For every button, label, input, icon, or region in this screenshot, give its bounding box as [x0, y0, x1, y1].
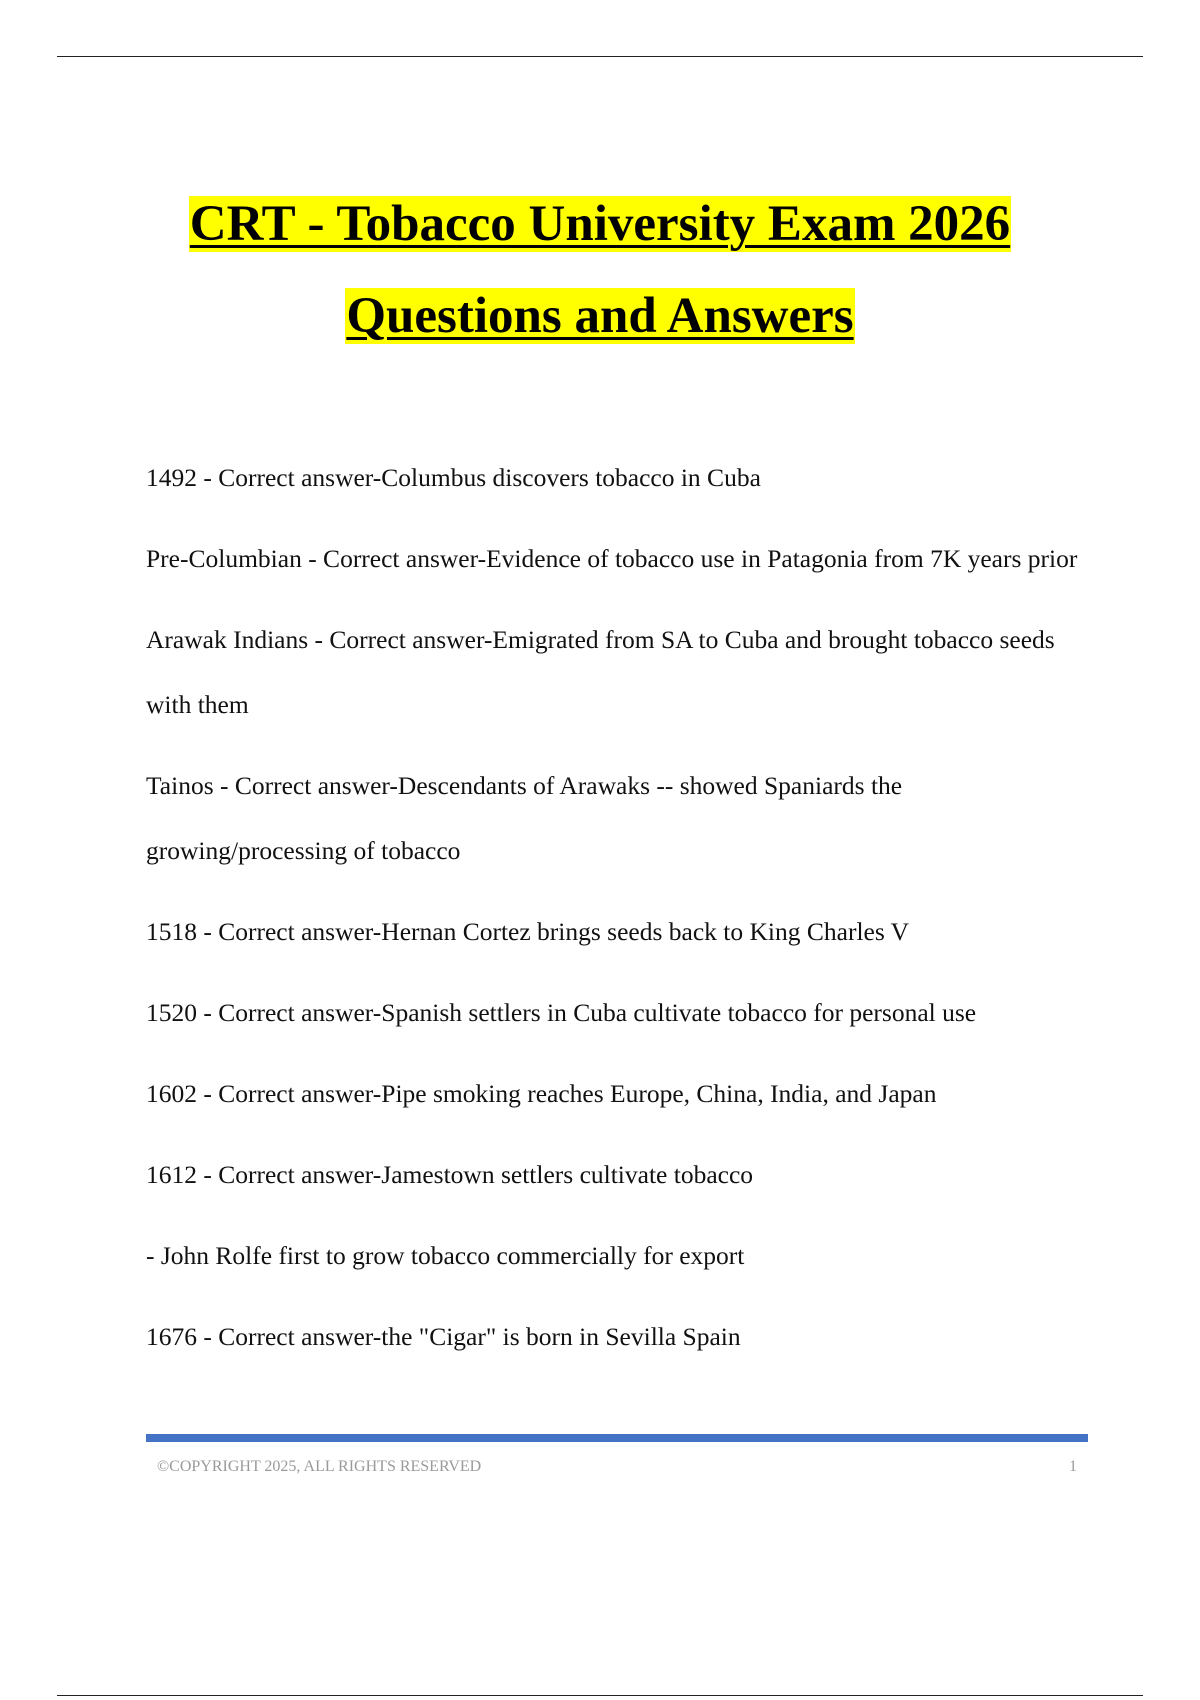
qa-entry: 1676 - Correct answer-the "Cigar" is born in Sevilla Spain [146, 1322, 741, 1351]
qa-entry: 1612 - Correct answer-Jamestown settlers cultivate tobacco [146, 1160, 754, 1189]
title-line-1 [0, 178, 1200, 270]
page-number: 1 [1069, 1458, 1077, 1475]
qa-entry: 1520 - Correct answer-Spanish settlers in Cuba cultivate tobacco for personal use [146, 998, 977, 1027]
qa-entry: - John Rolfe first to grow tobacco commercially for export [146, 1241, 745, 1270]
footer-bar [146, 1434, 1088, 1442]
qa-entry: 1492 - Correct answer-Columbus discovers tobacco in Cuba [146, 463, 761, 492]
document-title [0, 178, 1200, 362]
top-divider [57, 56, 1143, 57]
title-line-2 [0, 270, 1200, 362]
qa-entry: 1602 - Correct answer-Pipe smoking reaches Europe, China, India, and Japan [146, 1079, 937, 1108]
qa-entry: 1518 - Correct answer-Hernan Cortez brings seeds back to King Charles V [146, 917, 910, 946]
qa-entry: Tainos - Correct answer-Descendants of Arawaks -- showed Spaniards the growing/processing of tobacco [146, 771, 903, 865]
qa-entry: Pre-Columbian - Correct answer-Evidence of tobacco use in Patagonia from 7K years prior [146, 544, 1078, 573]
bottom-divider [57, 1695, 1143, 1696]
copyright-text: ©COPYRIGHT 2025, ALL RIGHTS RESERVED [157, 1458, 482, 1475]
page-footer [157, 1458, 1077, 1476]
qa-list [146, 445, 1096, 1385]
qa-entry: Arawak Indians - Correct answer-Emigrated from SA to Cuba and brought tobacco seeds with them [146, 625, 1055, 719]
title-text-2: Questions and Answers [346, 288, 854, 344]
title-text-1: CRT - Tobacco University Exam 2026 [189, 196, 1011, 252]
